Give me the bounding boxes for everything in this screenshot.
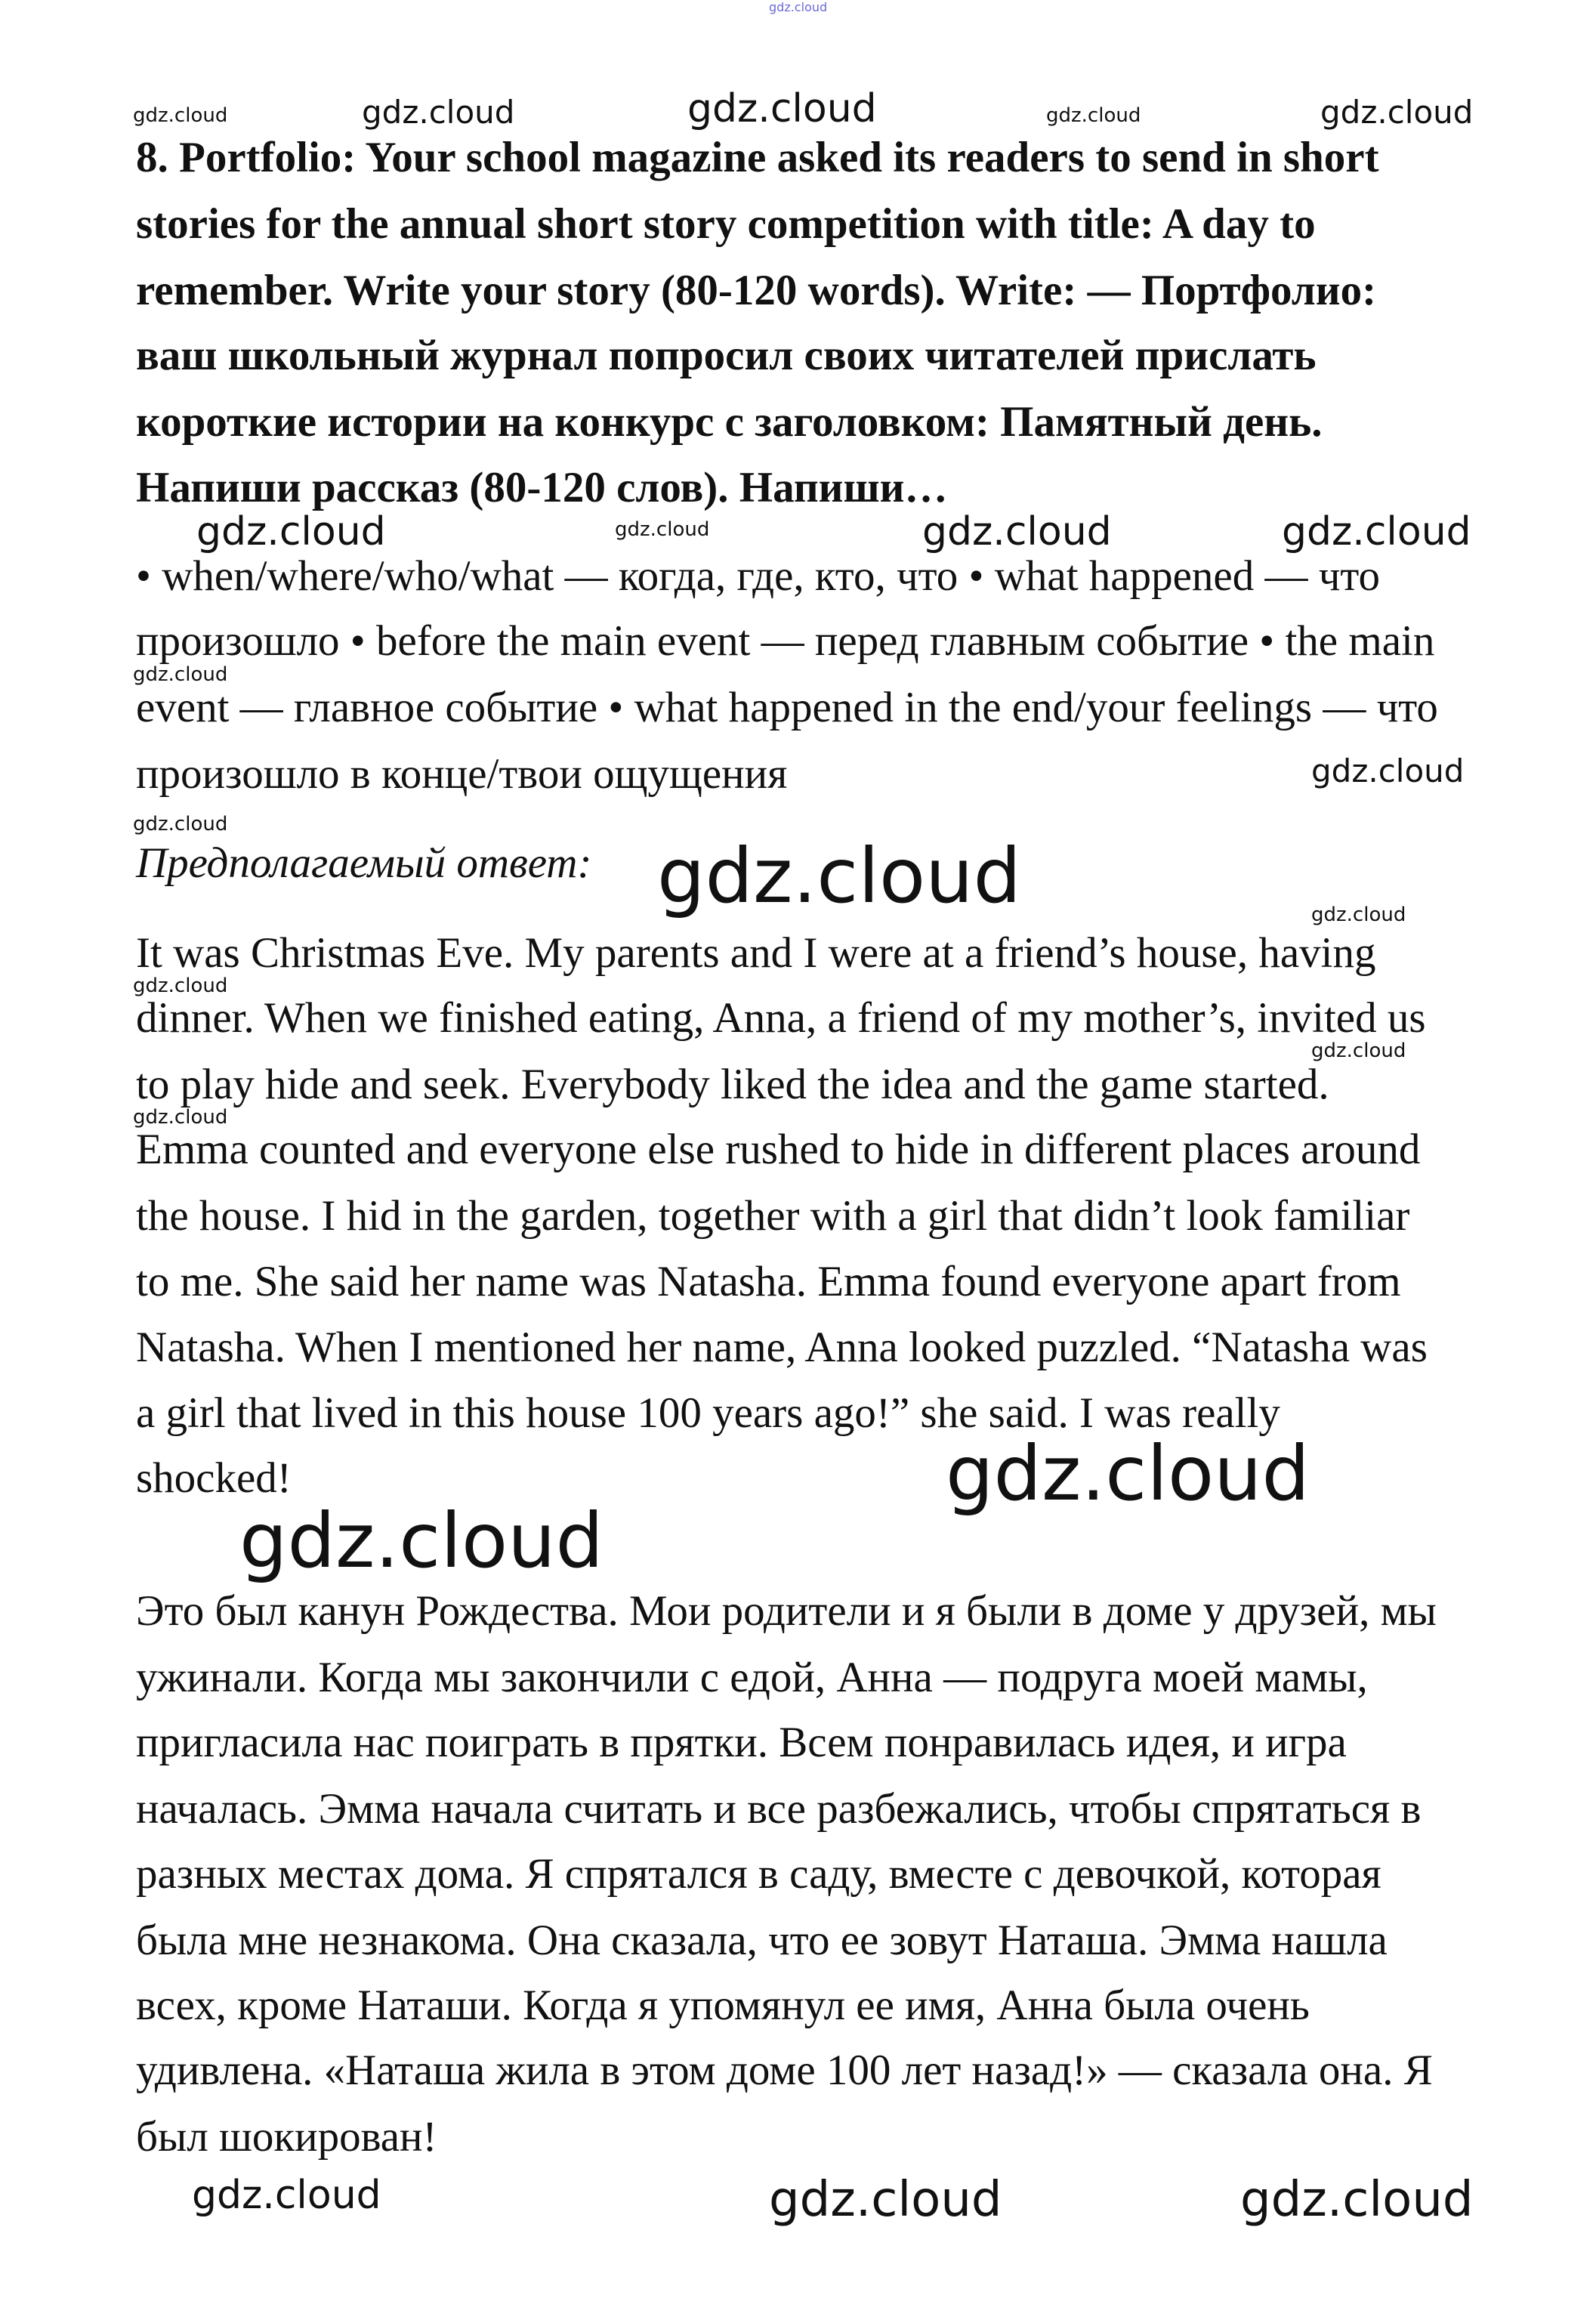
watermark: gdz.cloud (1311, 1039, 1406, 1062)
watermark: gdz.cloud (1311, 904, 1406, 926)
russian-story-line: Это был канун Рождества. Мои родители и я были в доме у друзей, мы (136, 1587, 1437, 1635)
english-story-line: Emma counted and everyone else rushed to hide in different places around (136, 1126, 1421, 1173)
english-story-line: It was Christmas Eve. My parents and I were at a friend’s house, having (136, 929, 1376, 977)
task-heading-line: remember. Write your story (80-120 words). Write: — Портфолио: (136, 267, 1377, 314)
russian-story-line: был шокирован! (136, 2113, 437, 2161)
russian-story-line: разных местах дома. Я спрятался в саду, вместе с девочкой, которая (136, 1850, 1381, 1898)
watermark: gdz.cloud (192, 2173, 381, 2218)
watermark: gdz.cloud (133, 813, 228, 836)
watermark: gdz.cloud (133, 975, 228, 997)
watermark: gdz.cloud (362, 94, 515, 131)
russian-story-line: удивлена. «Наташа жила в этом доме 100 лет назад!» — сказала она. Я (136, 2047, 1433, 2094)
english-story-line: Natasha. When I mentioned her name, Anna looked puzzled. “Natasha was (136, 1324, 1428, 1371)
watermark: gdz.cloud (1046, 104, 1141, 127)
english-story-line: a girl that lived in this house 100 years ago!” she said. I was really (136, 1389, 1280, 1437)
russian-story-line: пригласила нас поиграть в прятки. Всем понравилась идея, и игра (136, 1719, 1347, 1766)
english-story-line: dinner. When we finished eating, Anna, a friend of my mother’s, invited us (136, 994, 1426, 1042)
answer-label: Предполагаемый ответ: (136, 839, 592, 887)
russian-story-line: всех, кроме Наташи. Когда я упомянул ее имя, Анна была очень (136, 1982, 1310, 2029)
watermark: gdz.cloud (769, 0, 828, 14)
hint-line: • when/where/who/what — когда, где, кто, что • what happened — что (136, 552, 1381, 600)
russian-story-line: ужинали. Когда мы закончили с едой, Анна — подруга моей мамы, (136, 1654, 1368, 1701)
watermark: gdz.cloud (946, 1429, 1310, 1518)
watermark: gdz.cloud (657, 832, 1022, 920)
task-heading-line: stories for the annual short story competition with title: A day to (136, 200, 1316, 248)
watermark: gdz.cloud (1282, 509, 1471, 554)
watermark: gdz.cloud (133, 663, 228, 686)
task-heading-line: короткие истории на конкурс с заголовком: Памятный день. (136, 398, 1323, 446)
task-heading-line: ваш школьный журнал попросил своих читателей прислать (136, 332, 1317, 379)
task-heading-line: 8. Portfolio: Your school magazine asked its readers to send in short (136, 134, 1379, 181)
english-story-line: to play hide and seek. Everybody liked the idea and the game started. (136, 1061, 1329, 1108)
russian-story-line: началась. Эмма начала считать и все разбежались, чтобы спрятаться в (136, 1785, 1422, 1833)
watermark: gdz.cloud (133, 104, 228, 127)
hint-line: произошло в конце/твои ощущения (136, 750, 788, 798)
english-story-line: to me. She said her name was Natasha. Emma found everyone apart from (136, 1258, 1401, 1305)
watermark: gdz.cloud (1320, 94, 1474, 131)
watermark: gdz.cloud (1240, 2172, 1474, 2228)
hint-line: произошло • before the main event — перед главным событие • the main (136, 617, 1435, 665)
english-story-line: shocked! (136, 1454, 292, 1502)
watermark: gdz.cloud (133, 1106, 228, 1129)
task-heading-line: Напиши рассказ (80-120 слов). Напиши… (136, 464, 948, 511)
russian-story-line: была мне незнакома. Она сказала, что ее зовут Наташа. Эмма нашла (136, 1917, 1388, 1964)
english-story-line: the house. I hid in the garden, together with a girl that didn’t look familiar (136, 1192, 1410, 1240)
watermark: gdz.cloud (239, 1497, 604, 1585)
hint-line: event — главное событие • what happened in the end/your feelings — что (136, 684, 1438, 731)
watermark: gdz.cloud (615, 518, 710, 541)
watermark: gdz.cloud (769, 2172, 1002, 2228)
watermark: gdz.cloud (196, 509, 386, 554)
watermark: gdz.cloud (922, 509, 1112, 554)
watermark: gdz.cloud (1311, 752, 1465, 789)
watermark: gdz.cloud (687, 86, 877, 131)
